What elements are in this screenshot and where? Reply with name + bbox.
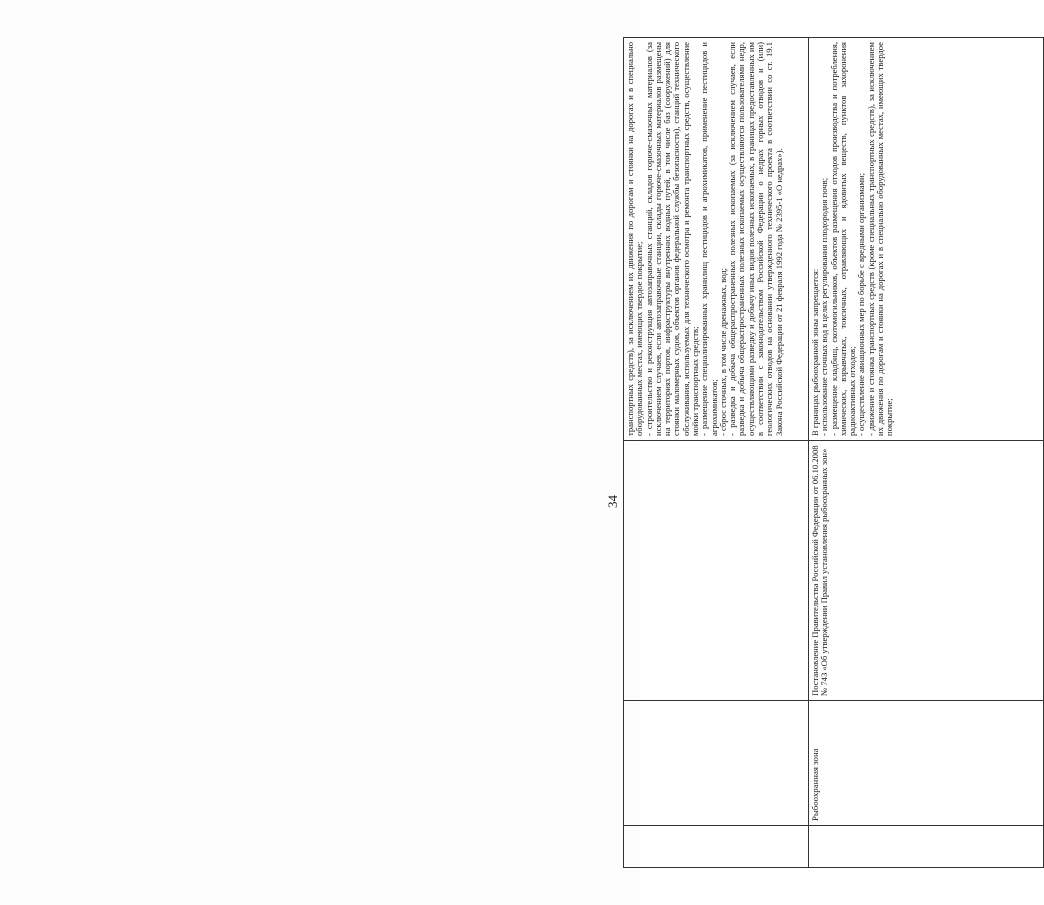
restrictions-cell bbox=[624, 38, 809, 441]
legal-basis: Постановление Правительства Российской Федерации от 06.10.2008 № 743 «Об утверждении Правил установления рыбоохранных зон» bbox=[810, 445, 830, 696]
restrictions-cell bbox=[809, 38, 1044, 441]
restriction-paragraph: - размещение кладбищ, скотомогильников, объектов размещения отходов производства и потребления, химических, взрывчатых, токсичных, отравляющих и ядовитых веществ, пунктов захоронения радиоактивных отходов; bbox=[828, 42, 858, 436]
zone-name: Рыбоохранная зона bbox=[810, 748, 820, 821]
page-number: 34 bbox=[605, 495, 620, 508]
restriction-paragraph: - осуществление авиационных мер по борьбе с вредными организмами; bbox=[856, 173, 867, 436]
zone-name-cell bbox=[809, 701, 1044, 826]
legal-basis-cell bbox=[624, 441, 809, 701]
table-row bbox=[809, 38, 1044, 868]
restriction-paragraph: - строительство и реконструкция автозаправочных станций, складов горюче-смазочных материалов (за исключением случаев, если автозаправочные станции, склады горюче-смазочных материалов размещены на территориях портов, инфраструктуры внутренних водных путей, в том числе баз (сооружений) для стоянки маломерных судов, объектов органов федеральной службы безопасности), станций технического обслуживания, используемых для технического осмотра и ремонта транспортных средств, осуществление мойки транспортных средств; bbox=[643, 42, 700, 436]
table-row bbox=[624, 38, 809, 868]
restriction-paragraph: - использование сточных вод в целях регулирования плодородия почв; bbox=[819, 177, 830, 436]
zones-table bbox=[623, 37, 1044, 868]
restriction-paragraph: - сброс сточных, в том числе дренажных, вод; bbox=[717, 267, 728, 436]
restriction-paragraph: - разведка и добыча общераспространенных полезных ископаемых (за исключением случаев, если разведка и добыча общераспространенных полезных ископаемых осуществляются пользователями недр, осуществляющими разведку и добычу иных видов полезных ископаемых, в границах предоставленных им в соответствии с законодательством Российской Федерации о недрах горных отводов и (или) геологических отводов на основании утвержденного технического проекта в соответствии со ст. 19.1 Закона Российской Федерации от 21 февраля 1992 года № 2395-1 «О недрах»). bbox=[727, 42, 784, 436]
restriction-paragraph: - размещение специализированных хранилищ пестицидов и агрохимикатов, применение пестицидов и агрохимикатов; bbox=[699, 42, 719, 436]
zone-name-cell bbox=[624, 701, 809, 826]
row-number-cell bbox=[624, 826, 809, 868]
restriction-paragraph: В границах рыбоохранной зоны запрещается: bbox=[810, 268, 820, 436]
rotated-page-content bbox=[553, 38, 1043, 868]
legal-basis-cell bbox=[809, 441, 1044, 701]
restriction-paragraph: транспортных средств), за исключением их движения по дорогам и стоянки на дорогах и в специально оборудованных местах, имеющих твердое покрытие; bbox=[625, 42, 645, 436]
row-number-cell bbox=[809, 826, 1044, 868]
restriction-paragraph: - движение и стоянка транспортных средств (кроме специальных транспортных средств), за исключением их движения по дорогам и стоянки на дорогах и в специально оборудованных местах, имеющих твердое покрытие; bbox=[865, 42, 895, 436]
